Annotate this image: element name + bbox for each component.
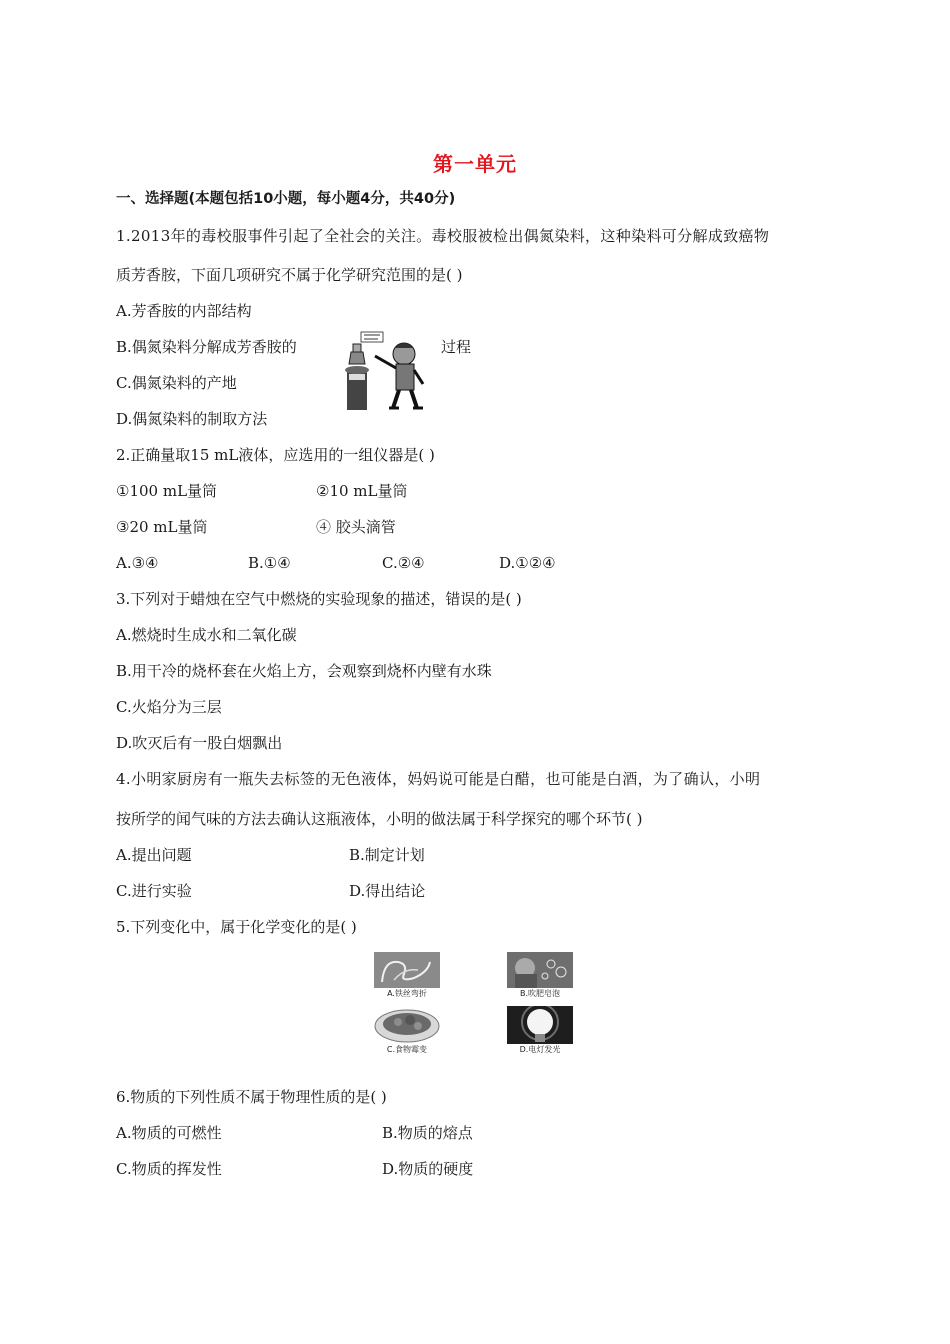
question-2-item-2: ②10 mL量筒 xyxy=(316,482,408,500)
question-4-stem-line1: 4.小明家厨房有一瓶失去标签的无色液体，妈妈说可能是白醋，也可能是白酒，为了确认，小明 xyxy=(116,770,761,788)
question-5-stem: 5.下列变化中，属于化学变化的是( ) xyxy=(116,918,357,936)
question-3-option-d: D.吹灭后有一股白烟飘出 xyxy=(116,734,283,752)
question-4-option-c: C.进行实验 xyxy=(116,882,192,900)
question-6-option-c: C.物质的挥发性 xyxy=(116,1160,222,1178)
question-2-stem: 2.正确量取15 mL液体，应选用的一组仪器是( ) xyxy=(116,446,435,464)
photo-light-bulb xyxy=(507,1006,573,1056)
scientist-experiment-illustration xyxy=(341,330,433,412)
question-6-option-d: D.物质的硬度 xyxy=(382,1160,474,1178)
question-3-option-a: A.燃烧时生成水和二氧化碳 xyxy=(116,626,297,644)
photo-food-spoilage xyxy=(374,1006,440,1056)
question-2-item-4: ④ 胶头滴管 xyxy=(316,518,396,536)
photo-caption-b: B.吹肥皂泡 xyxy=(519,989,561,998)
photo-caption-a: A.铁丝弯折 xyxy=(387,989,427,998)
photo-caption-d: D.电灯发光 xyxy=(519,1045,561,1054)
question-2-option-a: A.③④ xyxy=(116,554,159,572)
question-3-option-b: B.用干冷的烧杯套在火焰上方，会观察到烧杯内壁有水珠 xyxy=(116,662,492,680)
question-6-stem: 6.物质的下列性质不属于物理性质的是( ) xyxy=(116,1088,387,1106)
question-3-option-c: C.火焰分为三层 xyxy=(116,698,222,716)
question-1-option-c: C.偶氮染料的产地 xyxy=(116,374,237,392)
question-4-stem-line2: 按所学的闻气味的方法去确认这瓶液体，小明的做法属于科学探究的哪个环节( ) xyxy=(116,810,643,828)
question-6-option-a: A.物质的可燃性 xyxy=(116,1124,222,1142)
question-1-option-b-suffix: 过程 xyxy=(441,338,472,356)
question-4-option-b: B.制定计划 xyxy=(349,846,425,864)
question-3-stem: 3.下列对于蜡烛在空气中燃烧的实验现象的描述，错误的是( ) xyxy=(116,590,522,608)
question-1-option-d: D.偶氮染料的制取方法 xyxy=(116,410,268,428)
question-1-stem-line1: 1.2013年的毒校服事件引起了全社会的关注。毒校服被检出偶氮染料，这种染料可分解成致癌物 xyxy=(116,227,770,245)
question-2-item-3: ③20 mL量筒 xyxy=(116,518,208,536)
question-2-option-d: D.①②④ xyxy=(499,554,556,572)
question-2-option-b: B.①④ xyxy=(248,554,291,572)
question-1-stem-line2: 质芳香胺，下面几项研究不属于化学研究范围的是( ) xyxy=(116,266,463,284)
question-1-option-a: A.芳香胺的内部结构 xyxy=(116,302,252,320)
photo-iron-wire-bending xyxy=(374,952,440,998)
question-4-option-a: A.提出问题 xyxy=(116,846,192,864)
page-title: 第一单元 xyxy=(433,152,517,176)
question-1-option-b: B.偶氮染料分解成芳香胺的 xyxy=(116,338,297,356)
question-4-option-d: D.得出结论 xyxy=(349,882,426,900)
question-2-option-c: C.②④ xyxy=(382,554,425,572)
photo-blowing-bubbles xyxy=(507,952,573,998)
question-6-option-b: B.物质的熔点 xyxy=(382,1124,473,1142)
section-heading: 一、选择题(本题包括10小题，每小题4分，共40分) xyxy=(116,191,456,207)
question-2-item-1: ①100 mL量筒 xyxy=(116,482,218,500)
photo-caption-c: C.食物霉变 xyxy=(386,1045,428,1054)
